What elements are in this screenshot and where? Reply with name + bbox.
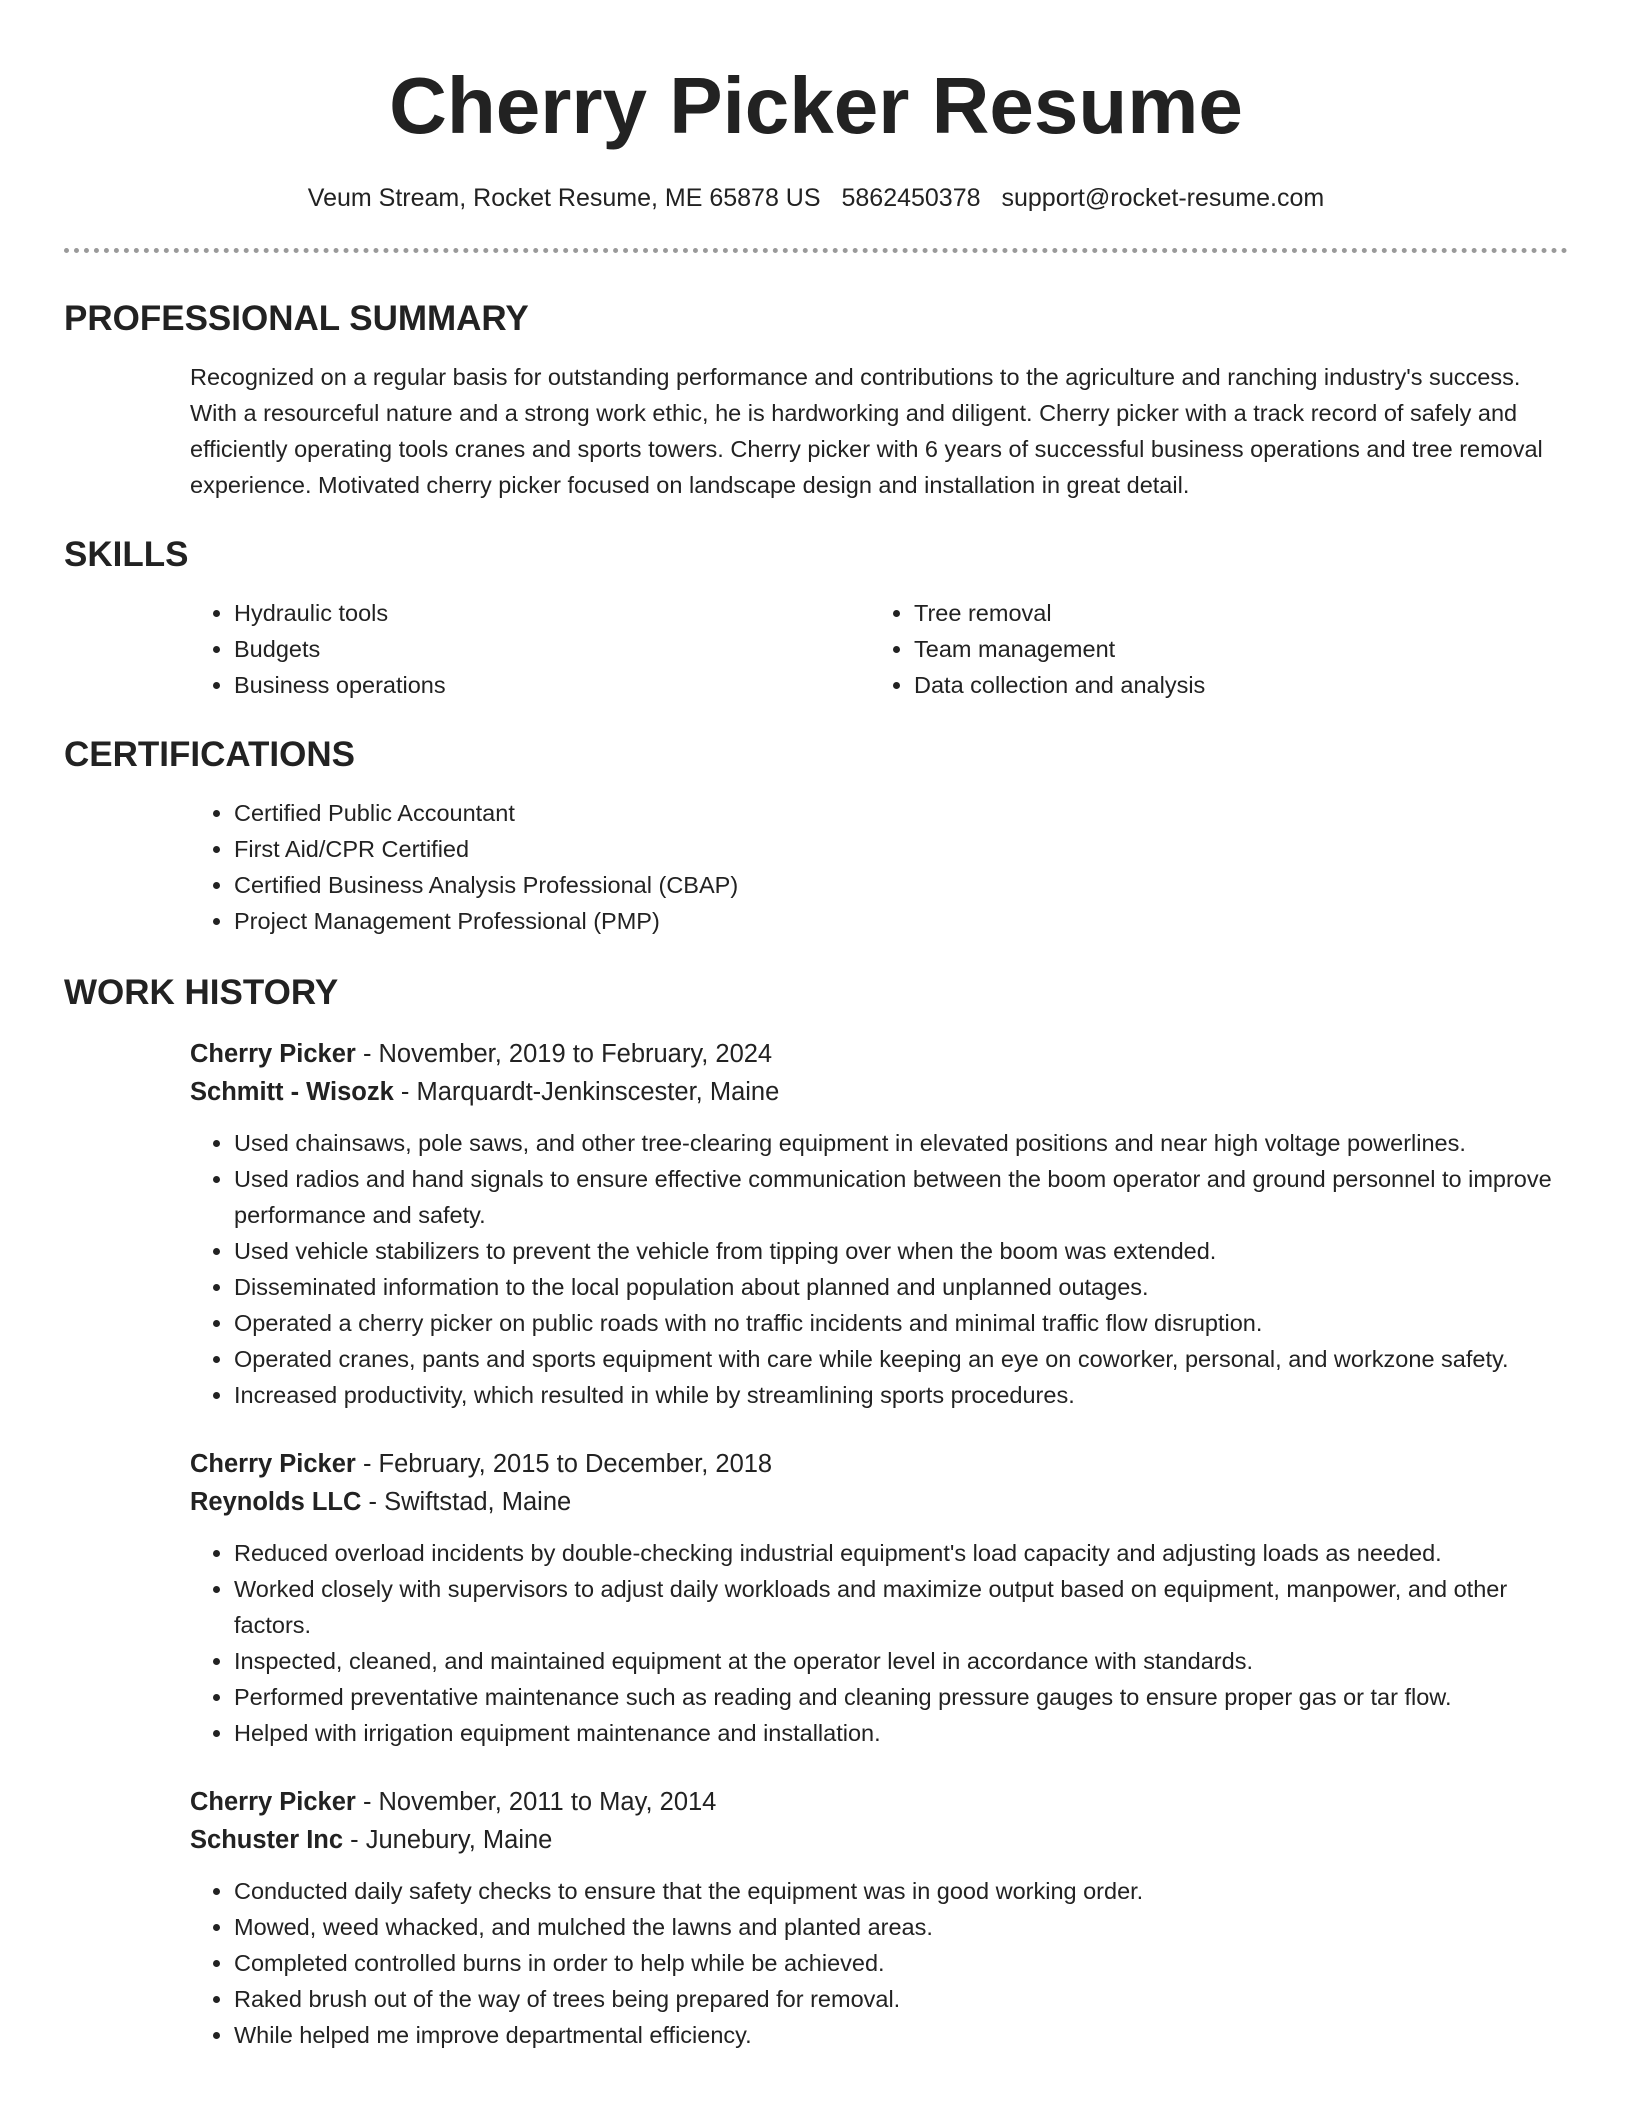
job-bullet: • While helped me improve departmental efficiency. [234,2017,1568,2053]
job-dates: - November, 2011 to May, 2014 [355,1788,717,1816]
job-bullet: • Increased productivity, which resulted in while by streamlining sports procedures. [234,1377,1568,1413]
skill-item: • Data collection and analysis [914,667,1550,703]
skill-item: • Team management [914,631,1550,667]
job-location: - Junebury, Maine [343,1826,553,1854]
certifications-section [64,733,1568,939]
job-bullet: • Performed preventative maintenance such as reading and cleaning pressure gauges to ensure proper gas or tar flow. [234,1679,1568,1715]
job-company-line [190,1821,1568,1859]
certifications-wrap [190,795,1568,939]
job-bullet: • Used chainsaws, pole saws, and other tree-clearing equipment in elevated positions and near high voltage powerlines. [234,1125,1568,1161]
job-role: Cherry Picker [190,1040,356,1068]
job-bullet: • Operated a cherry picker on public roads with no traffic incidents and minimal traffic flow disruption. [234,1305,1568,1341]
job-bullets [190,1535,1568,1751]
certifications-list [190,795,1568,939]
summary-text: Recognized on a regular basis for outstanding performance and contributions to the agriculture and ranching industry's success. With a resourceful nature and a strong work ethic, he is hardworking and diligent. Cherry picker with a track record of safely and efficiently operating tools cranes and sports towers. Cherry picker with 6 years of successful business operations and tree removal experience. Motivated cherry picker focused on landscape design and installation in great detail. [190,364,1543,498]
job-title-line [190,1445,1568,1483]
job-bullets [190,1873,1568,2053]
job-company-line [190,1483,1568,1521]
job-dates: - November, 2019 to February, 2024 [355,1040,773,1068]
work-history-heading: WORK HISTORY [64,973,339,1012]
certification-item: • First Aid/CPR Certified [234,831,1568,867]
skills-columns [190,595,1568,703]
job-bullet: • Mowed, weed whacked, and mulched the lawns and planted areas. [234,1909,1568,1945]
job-bullet: • Operated cranes, pants and sports equipment with care while keeping an eye on coworker, personal, and workzone safety. [234,1341,1568,1377]
job-location: - Swiftstad, Maine [361,1488,572,1516]
certification-item: • Certified Public Accountant [234,795,1568,831]
job-bullet: • Helped with irrigation equipment maintenance and installation. [234,1715,1568,1751]
job-company: Reynolds LLC [190,1488,362,1516]
skills-column-right [870,595,1550,703]
skills-column-left [190,595,870,703]
summary-heading: PROFESSIONAL SUMMARY [64,299,529,338]
job-entry [190,1035,1568,1413]
resume-page [64,0,1568,2053]
resume-title: Cherry Picker Resume [389,61,1243,150]
job-company: Schmitt - Wisozk [190,1078,394,1106]
job-title-line [190,1035,1568,1073]
job-dates: - February, 2015 to December, 2018 [355,1450,773,1478]
job-location: - Marquardt-Jenkinscester, Maine [393,1078,780,1106]
work-history-section [64,971,1568,2053]
job-bullet: • Raked brush out of the way of trees being prepared for removal. [234,1981,1568,2017]
job-company: Schuster Inc [190,1826,344,1854]
job-bullet: • Completed controlled burns in order to help while be achieved. [234,1945,1568,1981]
contact-phone: 5862450378 [841,184,981,212]
job-role: Cherry Picker [190,1788,356,1816]
header-divider [64,248,1568,253]
certifications-heading: CERTIFICATIONS [64,735,356,774]
skill-item: • Budgets [234,631,870,667]
certification-item: • Project Management Professional (PMP) [234,903,1568,939]
job-bullet: • Conducted daily safety checks to ensure that the equipment was in good working order. [234,1873,1568,1909]
job-bullet: • Inspected, cleaned, and maintained equipment at the operator level in accordance with standards. [234,1643,1568,1679]
contact-address: Veum Stream, Rocket Resume, ME 65878 US [307,184,821,212]
job-bullet: • Worked closely with supervisors to adjust daily workloads and maximize output based on equipment, manpower, and other factors. [234,1571,1568,1643]
skill-item: • Tree removal [914,595,1550,631]
job-bullet: • Reduced overload incidents by double-checking industrial equipment's load capacity and adjusting loads as needed. [234,1535,1568,1571]
job-entry [190,1783,1568,2053]
skill-item: • Hydraulic tools [234,595,870,631]
job-company-line [190,1073,1568,1111]
job-bullet: • Disseminated information to the local population about planned and unplanned outages. [234,1269,1568,1305]
contact-line [64,182,1568,214]
job-bullet: • Used radios and hand signals to ensure effective communication between the boom operator and ground personnel to improve performance and safety. [234,1161,1568,1233]
summary-section [64,297,1568,503]
skills-list-right [870,595,1550,703]
job-bullet: • Used vehicle stabilizers to prevent the vehicle from tipping over when the boom was extended. [234,1233,1568,1269]
job-title-line [190,1783,1568,1821]
skill-item: • Business operations [234,667,870,703]
contact-email: support@rocket-resume.com [1001,184,1325,212]
skills-heading: SKILLS [64,535,189,574]
job-entry [190,1445,1568,1751]
job-role: Cherry Picker [190,1450,356,1478]
job-bullets [190,1125,1568,1413]
certification-item: • Certified Business Analysis Professional (CBAP) [234,867,1568,903]
skills-section [64,533,1568,703]
skills-list-left [190,595,870,703]
